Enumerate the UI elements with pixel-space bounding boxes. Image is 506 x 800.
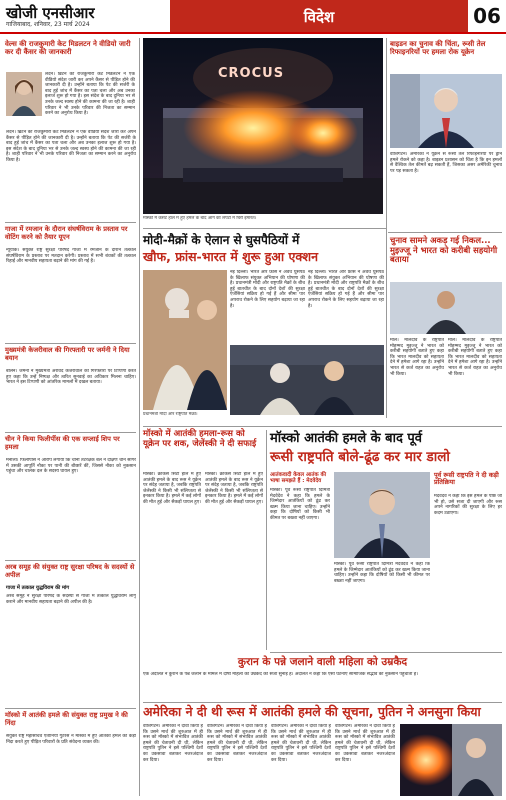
divider [143,426,502,427]
divider [143,702,502,703]
bottom-story-body-cont: वॉशिंगटन। अमेरिका ने दावा किया है कि उसने मार्च की शुरुआत में ही रूस को मॉस्को में संभावित आतंकी हमले की चेतावनी दी थी, लेकिन राष्ट्रपति पुतिन ने इसे पश्चिमी देशों का उकसावा बताकर नजरअंदाज कर दिया। [207,724,267,763]
right-story2-body: माले। मालदीव के राष्ट्रपति मोहम्मद मुइज्जू ने भारत को करीबी सहयोगी बताते हुए कहा कि भारत मालदीव को सहायता देने में हमेशा आगे रहा है। उन्होंने भारत से कर्ज राहत का अनुरोध भी किया। [390,338,444,377]
putin-crocus-photo [400,724,502,796]
medvedev-photo [334,472,430,558]
center-headline-line2: खौफ, फ्रांस-भारत में शुरू हुआ एक्शन [143,249,319,264]
column-divider [139,38,140,796]
modi-macron-photo [143,270,227,410]
moscow-story1-headline: मॉस्को में आतंकी हमला-रूस को यूक्रेन पर शक, जेलेंस्की ने दी सफाई [143,429,257,449]
column-divider [266,430,267,650]
masthead [0,0,506,34]
divider [5,560,136,561]
moscow-story2-tag: आतंकवादी केवल आतंक की भाषा समझते हैं : मेदवेदेव [270,472,327,485]
center-photo-caption: प्रधानमंत्री मोदी और राष्ट्रपति मैक्रों। [143,412,198,417]
crocus-photo-caption: मॉस्को में कंसर्ट हॉल में हुए हमले के बाद आग की लपटों में घिरी इमारत। [143,216,257,221]
moscow-story1-body: मॉस्को। क्रोकस सिटी हॉल में हुए आतंकी हमले के बाद रूस ने यूक्रेन पर संदेह जताया है, जबकि राष्ट्रपति जेलेंस्की ने किसी भी संलिप्तता से इनकार किया है। हमले में कई लोगों की मौत हुई और सैकड़ों घायल हुए। [143,472,201,505]
center-story-body: नई दिल्ली। भारत और फ्रांस ने अवैध घुसपैठ के खिलाफ संयुक्त अभियान की घोषणा की है। प्रधानमंत्री मोदी और राष्ट्रपति मैक्रों के बीच हुई बातचीत के बाद दोनों देशों की सुरक्षा एजेंसियां सक्रिय हो गई हैं और सीमा पार अपराध रोकने के लिए सहयोग बढ़ाया जा रहा है। [230,270,305,309]
left-story3-body: बर्लिन। जर्मनी ने मुख्यमंत्री अरविंद केजरीवाल की गिरफ्तारी पर टिप्पणी करते हुए कहा कि उन्हें निष्पक्ष और त्वरित सुनवाई का अधिकार मिलना चाहिए। भारत ने इस टिप्पणी को आंतरिक मामलों में दखल बताया। [6,369,136,386]
biden-photo [390,74,502,148]
left-story5-subhead: गाजा में तत्काल युद्धविराम की मांग [6,585,70,591]
left-story4-headline: चीन ने किया फिलीपींस की एक सप्लाई शिप पर हमला [5,435,120,451]
right-story2-headline: चुनाव सामने अकड़ गई निकल... मुइज्जू ने भारत को करीबी सहयोगी बताया [390,235,498,265]
moscow-story1-body-cont: मॉस्को। क्रोकस सिटी हॉल में हुए आतंकी हमले के बाद रूस ने यूक्रेन पर संदेह जताया है, जबकि राष्ट्रपति जेलेंस्की ने किसी भी संलिप्तता से इनकार किया है। हमले में कई लोगों की मौत हुई और सैकड़ों घायल हुए। [205,472,263,505]
bottom-story-body: वॉशिंगटन। अमेरिका ने दावा किया है कि उसने मार्च की शुरुआत में ही रूस को मॉस्को में संभावित आतंकी हमले की चेतावनी दी थी, लेकिन राष्ट्रपति पुतिन ने इसे पश्चिमी देशों का उकसावा बताकर नजरअंदाज कर दिया। [143,724,203,763]
page-number: 06 [468,0,506,32]
section-bar [170,0,468,32]
left-story5-body: अरब समूह ने सुरक्षा परिषद के सदस्यों से गाजा में तत्काल युद्धविराम लागू कराने और मानवीय सहायता बढ़ाने की अपील की है। [6,594,136,605]
column-divider [386,38,387,418]
divider [5,708,136,709]
left-story1-body: लंदन। ब्रिटेन की राजकुमारी केट मिडलटन ने एक वीडियो संदेश जारी कर अपने कैंसर से पीड़ित होने की जानकारी दी है। उन्होंने बताया कि पेट की सर्जरी के बाद हुई जांच में कैंसर का पता चला और अब उनका इलाज शुरू हो गया है। इस संदेश के बाद दुनिया भर से उनके जल्द स्वस्थ होने की कामना की जा रही है। शाही परिवार ने भी उनके परिवार की निजता का सम्मान करने का अनुरोध किया है। [6,130,136,163]
divider [5,343,136,344]
section-title: विदेश [303,8,335,26]
leaders-meeting-photo [230,345,384,415]
divider [5,432,136,433]
moscow-story2-headline-line2: रूसी राष्ट्रपति बोले-ढूंढ कर मार डालो [270,449,450,465]
left-story1-body-top: लंदन। ब्रिटेन की राजकुमारी केट मिडलटन ने एक वीडियो संदेश जारी कर अपने कैंसर से पीड़ित होने की जानकारी दी है। उन्होंने बताया कि पेट की सर्जरी के बाद हुई जांच में कैंसर का पता चला और अब उनका इलाज शुरू हो गया है। इस संदेश के बाद दुनिया भर से उनके जल्द स्वस्थ होने की कामना की जा रही है। शाही परिवार ने भी उनके परिवार की निजता का सम्मान करने का अनुरोध किया है। [45,72,135,117]
divider [143,228,386,229]
left-story5-headline: अरब समूह की संयुक्त राष्ट्र सुरक्षा परिषद के सदस्यों से अपील [5,563,135,579]
brand-name: खोजी एनसीआर [6,4,95,22]
divider [5,222,136,223]
moscow-sidebar-body: मेदवेदेव ने कहा कि इस हमले के पीछे जो भी हो, उसे सजा दी जाएगी और रूस अपने नागरिकों की सुरक्षा के लिए हर कदम उठाएगा। [434,494,502,516]
left-story2-body: न्यूयॉर्क। संयुक्त राष्ट्र सुरक्षा परिषद गाजा में रमजान के दौरान तत्काल संघर्षविराम के प्रस्ताव पर मतदान करेगी। प्रस्ताव में सभी बंधकों की तत्काल रिहाई और मानवीय सहायता बढ़ाने की मांग की गई है। [6,248,136,265]
left-story2-headline: गाजा में रमजान के दौरान संघर्षविराम के प्रस्ताव पर वोटिंग करने को तैयार यूएन [5,225,128,241]
left-story1-headline: वेल्स की राजकुमारी केट मिडलटन ने वीडियो जारी कर दी कैंसर की जानकारी [5,40,131,57]
crocus-fire-photo [143,38,383,214]
quran-story-body: एक अदालत ने कुरान के पन्ने जलाने के मामले में दोषी महिला को उम्रकैद की सजा सुनाई है। अदालत ने कहा कि ऐसी घटनाएं सामाजिक सद्भाव को नुकसान पहुंचाती हैं। [143,672,418,677]
right-story2-body-cont: माले। मालदीव के राष्ट्रपति मोहम्मद मुइज्जू ने भारत को करीबी सहयोगी बताते हुए कहा कि भारत मालदीव को सहायता देने में हमेशा आगे रहा है। उन्होंने भारत से कर्ज राहत का अनुरोध भी किया। [448,338,502,377]
left-story4-body: मनीला। फिलीपींस ने आरोप लगाया कि चीनी तटरक्षक बल ने दक्षिण चीन सागर में उसकी आपूर्ति नौका पर पानी की बौछारें कीं, जिससे नौका को नुकसान पहुंचा और चालक दल के सदस्य घायल हुए। [6,458,136,475]
left-story6-headline: मॉस्को में आतंकी हमले की संयुक्त राष्ट्र प्रमुख ने की निंदा [5,711,128,727]
right-story1-body: वॉशिंगटन। अमेरिका ने यूक्रेन से रूसी तेल रिफाइनरियों पर ड्रोन हमले रोकने को कहा है। बाइडन प्रशासन को चिंता है कि इन हमलों से वैश्विक तेल कीमतें बढ़ सकती हैं, जिसका असर अमेरिकी चुनाव पर पड़ सकता है। [390,152,502,174]
right-story1-headline: बाइडन का चुनाव की चिंता, रूसी तेल रिफाइनरियों पर हमला रोक यूक्रेन [390,40,486,57]
left-story3-headline: मुख्यमंत्री केजरीवाल की गिरफ्तारी पर जर्मनी ने दिया बयान [5,346,130,362]
divider [270,652,502,653]
bottom-story-body-cont3: वॉशिंगटन। अमेरिका ने दावा किया है कि उसने मार्च की शुरुआत में ही रूस को मॉस्को में संभावित आतंकी हमले की चेतावनी दी थी, लेकिन राष्ट्रपति पुतिन ने इसे पश्चिमी देशों का उकसावा बताकर नजरअंदाज कर दिया। [335,724,395,763]
muizzu-photo [390,282,502,334]
moscow-story2-body-cont: मॉस्को। पूर्व रूसी राष्ट्रपति दिमित्री मेदवेदेव ने कहा कि हमले के जिम्मेदार आतंकियों को ढूंढ कर खत्म किया जाना चाहिए। उन्होंने कहा कि दोषियों को किसी भी कीमत पर बख्शा नहीं जाएगा। [334,562,430,584]
bottom-story-body-cont2: वॉशिंगटन। अमेरिका ने दावा किया है कि उसने मार्च की शुरुआत में ही रूस को मॉस्को में संभावित आतंकी हमले की चेतावनी दी थी, लेकिन राष्ट्रपति पुतिन ने इसे पश्चिमी देशों का उकसावा बताकर नजरअंदाज कर दिया। [271,724,331,763]
center-story-body-cont: नई दिल्ली। भारत और फ्रांस ने अवैध घुसपैठ के खिलाफ संयुक्त अभियान की घोषणा की है। प्रधानमंत्री मोदी और राष्ट्रपति मैक्रों के बीच हुई बातचीत के बाद दोनों देशों की सुरक्षा एजेंसियां सक्रिय हो गई हैं और सीमा पार अपराध रोकने के लिए सहयोग बढ़ाया जा रहा है। [308,270,384,309]
kate-middleton-photo [6,72,42,116]
quran-story-headline: कुरान के पन्ने जलाने वाली महिला को उम्रकैद [237,656,408,668]
divider [388,232,502,233]
center-headline-line1: मोदी-मैक्रों के ऐलान से घुसपैठियों में [143,233,300,247]
moscow-sidebar-headline: पूर्व रूसी राष्ट्रपति ने दी कड़ी प्रतिक्रिया [434,471,499,487]
crocus-sign-text: CROCUS [218,66,285,81]
moscow-story2-headline-line1: मॉस्को आतंकी हमले के बाद पूर्व [270,431,423,446]
moscow-story2-body: मॉस्को। पूर्व रूसी राष्ट्रपति दिमित्री मेदवेदेव ने कहा कि हमले के जिम्मेदार आतंकियों को ढूंढ कर खत्म किया जाना चाहिए। उन्होंने कहा कि दोषियों को किसी भी कीमत पर बख्शा नहीं जाएगा। [270,488,330,521]
left-story6-body: संयुक्त राष्ट्र महासचिव एंतोनियो गुटेरेस ने मॉस्को में हुए आतंकी हमले की कड़ी निंदा करते हुए पीड़ित परिवारों के प्रति संवेदना व्यक्त की। [6,734,136,745]
bottom-story-headline: अमेरिका ने दी थी रूस में आतंकी हमले की सूचना, पुतिन ने अनसुना किया [143,704,481,719]
dateline: गाजियाबाद, शनिवार, 23 मार्च 2024 [6,21,90,28]
